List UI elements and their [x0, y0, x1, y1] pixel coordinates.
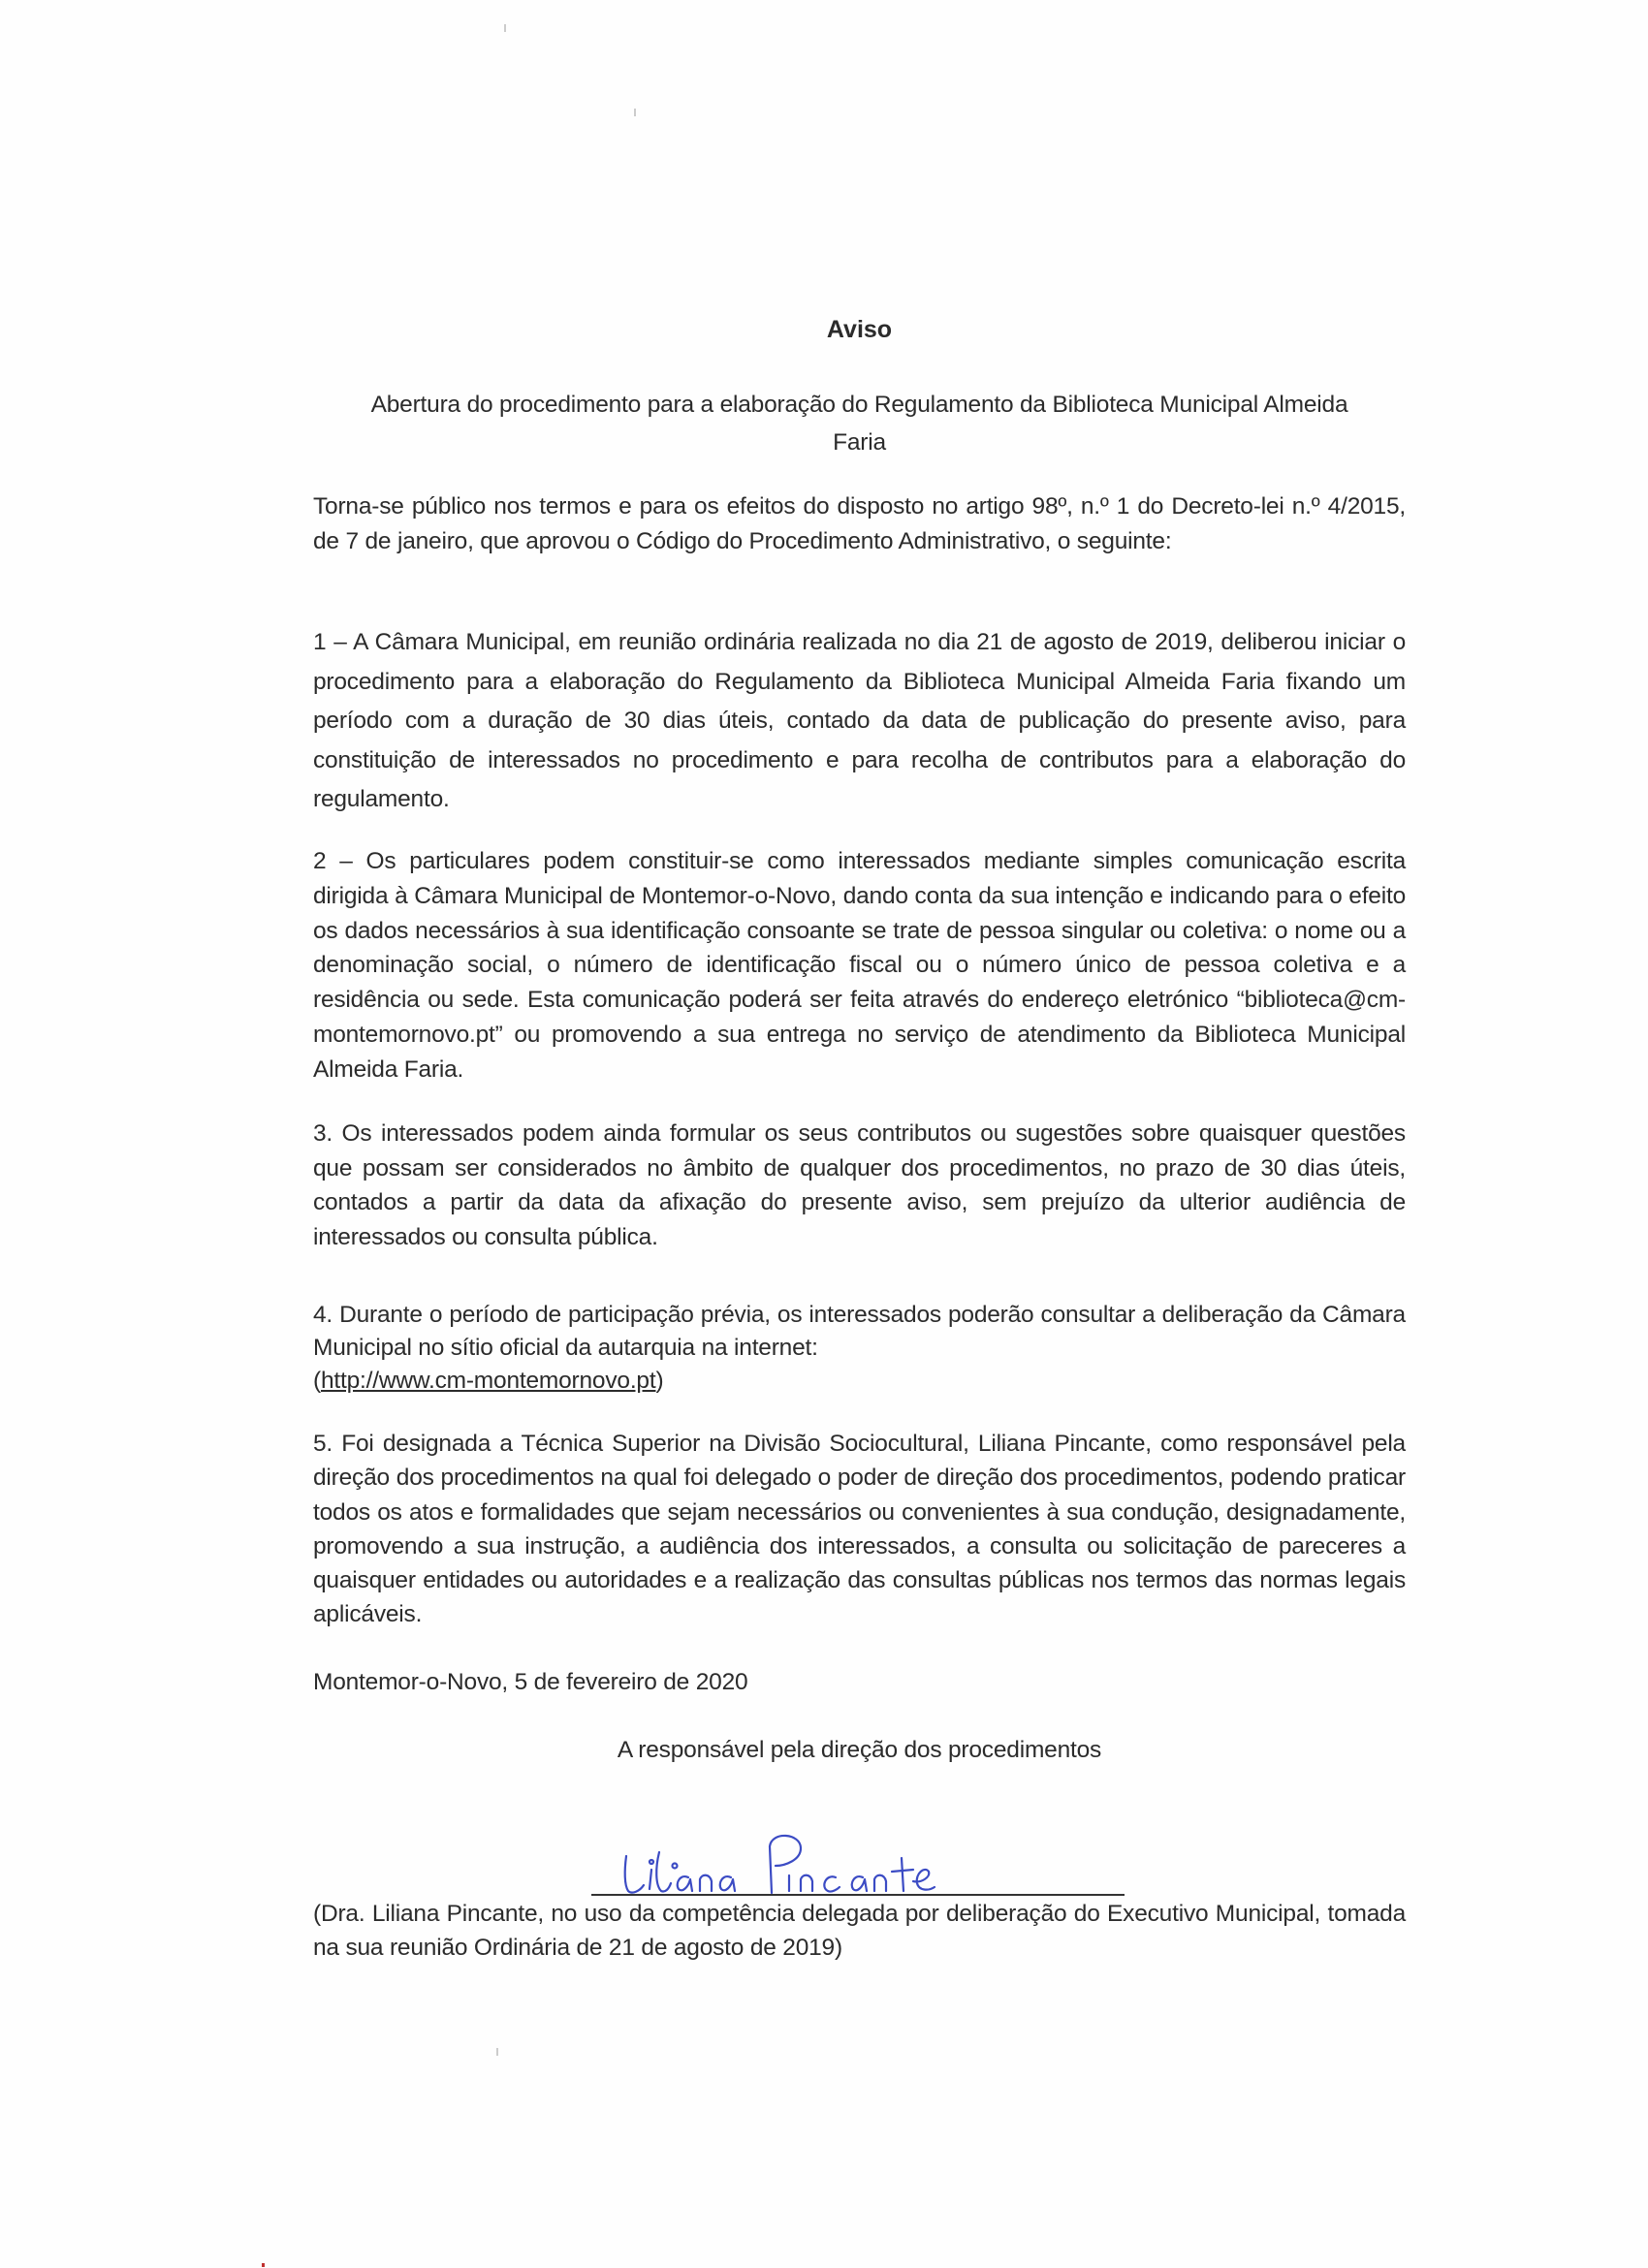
- place-date: Montemor-o-Novo, 5 de fevereiro de 2020: [313, 1669, 748, 1695]
- intro-paragraph: Torna-se público nos termos e para os efeitos do disposto no artigo 98º, n.º 1 do Decreto-lei n.º 4/2015, de 7 de janeiro, que aprovou o Código do Procedimento Administrativo, o seguinte:: [313, 493, 1406, 554]
- paragraph-4-text: 4. Durante o período de participação prévia, os interessados poderão consultar a deliberação da Câmara Municipal no sítio oficial da autarquia na internet:: [313, 1302, 1406, 1361]
- scan-speck: [496, 2048, 498, 2056]
- link-open-paren: (: [313, 1368, 321, 1394]
- signature-line: [591, 1894, 1125, 1896]
- paragraph-4-link-line: [313, 1365, 1406, 1398]
- scan-speck: [262, 2263, 265, 2267]
- handwritten-signature: [611, 1827, 1018, 1900]
- paragraph-2: 2 – Os particulares podem constituir-se como interessados mediante simples comunicação escrita dirigida à Câmara Municipal de Montemor-o-Novo, dando conta da sua intenção e indicando para o efeito os dados necessários à sua identificação consoante se trate de pessoa singular ou coletiva: o nome ou a denominação social, o número de identificação fiscal ou o número único de pessoa coletiva e a residência ou sede. Esta comunicação poderá ser feita através do endereço eletrónico “biblioteca@cm-montemornovo.pt” ou promovendo a sua entrega no serviço de atendimento da Biblioteca Municipal Almeida Faria.: [313, 848, 1406, 1083]
- signature-strokes: [625, 1836, 935, 1893]
- closing-note: (Dra. Liliana Pincante, no uso da competência delegada por deliberação do Executivo Municipal, tomada na sua reunião Ordinária de 21 de agosto de 2019): [313, 1901, 1406, 1961]
- document-title: Aviso: [826, 316, 893, 343]
- paragraph-4: [313, 1299, 1406, 1398]
- responsible-label: A responsável pela direção dos procedimentos: [617, 1737, 1102, 1763]
- link-close-paren: ): [655, 1368, 664, 1394]
- paragraph-1: 1 – A Câmara Municipal, em reunião ordinária realizada no dia 21 de agosto de 2019, deliberou iniciar o procedimento para a elaboração do Regulamento da Biblioteca Municipal Almeida Faria fixando um período com a duração de 30 dias úteis, contado da data de publicação do presente aviso, para constituição de interessados no procedimento e para recolha de contributos para a elaboração do regulamento.: [313, 629, 1406, 812]
- document-subtitle: [313, 386, 1406, 461]
- scan-speck: [634, 109, 636, 116]
- subtitle-line-2: Faria: [833, 429, 886, 456]
- scan-speck: [504, 24, 506, 32]
- paragraph-3: 3. Os interessados podem ainda formular os seus contributos ou sugestões sobre quaisquer questões que possam ser considerados no âmbito de qualquer dos procedimentos, no prazo de 30 dias úteis, contados a partir da data da afixação do presente aviso, sem prejuízo da ulterior audiência de interessados ou consulta pública.: [313, 1120, 1406, 1250]
- subtitle-line-1: Abertura do procedimento para a elaboração do Regulamento da Biblioteca Municipal Almeida: [370, 392, 1348, 418]
- paragraph-5: 5. Foi designada a Técnica Superior na Divisão Sociocultural, Liliana Pincante, como responsável pela direção dos procedimentos na qual foi delegado o poder de direção dos procedimentos, podendo praticar todos os atos e formalidades que sejam necessários ou convenientes à sua condução, designadamente, promovendo a sua instrução, a audiência dos interessados, a consulta ou solicitação de pareceres a quaisquer entidades ou autoridades e a realização das consultas públicas nos termos das normas legais aplicáveis.: [313, 1431, 1406, 1628]
- website-link[interactable]: http://www.cm-montemornovo.pt: [320, 1368, 656, 1394]
